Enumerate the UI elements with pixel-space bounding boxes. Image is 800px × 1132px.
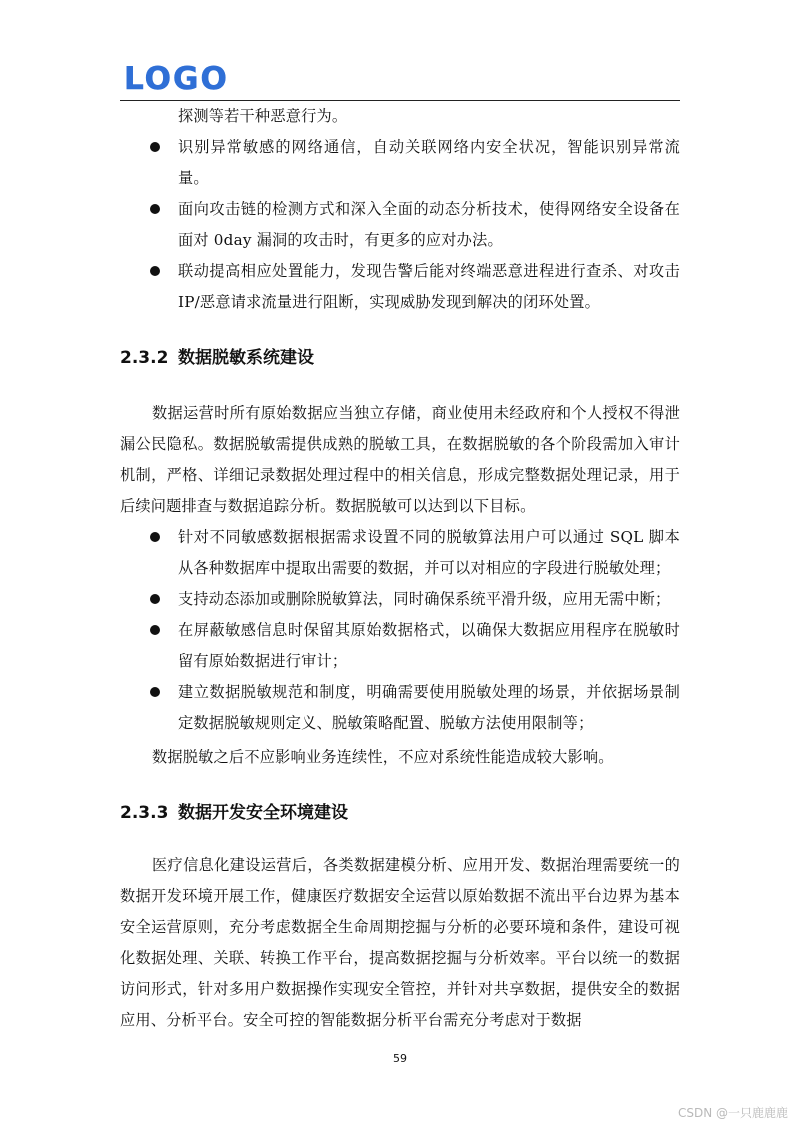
section-number: 2.3.2 (120, 348, 169, 368)
bullet-icon (150, 142, 160, 152)
section-heading-2-3-3 (120, 801, 348, 825)
list-item: 建立数据脱敏规范和制度，明确需要使用脱敏处理的场景，并依据场景制定数据脱敏规则定义、脱敏策略配置、脱敏方法使用限制等； (120, 677, 680, 739)
section-2-3-2-paragraph: 数据运营时所有原始数据应当独立存储，商业使用未经政府和个人授权不得泄漏公民隐私。数据脱敏需提供成熟的脱敏工具，在数据脱敏的各个阶段需加入审计机制，严格、详细记录数据处理过程中的相关信息，形成完整数据处理记录，用于后续问题排查与数据追踪分析。数据脱敏可以达到以下目标。 (120, 404, 680, 515)
list-item: 针对不同敏感数据根据需求设置不同的脱敏算法用户可以通过 SQL 脚本从各种数据库中提取出需要的数据，并可以对相应的字段进行脱敏处理； (120, 522, 680, 584)
section-number: 2.3.3 (120, 803, 169, 823)
section-2-3-3-paragraph: 医疗信息化建设运营后，各类数据建模分析、应用开发、数据治理需要统一的数据开发环境开展工作，健康医疗数据安全运营以原始数据不流出平台边界为基本安全运营原则，充分考虑数据全生命周期挖掘与分析的必要环境和条件，建设可视化数据处理、关联、转换工作平台，提高数据挖掘与分析效率。平台以统一的数据访问形式，针对多用户数据操作实现安全管控，并针对共享数据，提供安全的数据应用、分析平台。安全可控的智能数据分析平台需充分考虑对于数据 (120, 856, 680, 1029)
list-item: 识别异常敏感的网络通信，自动关联网络内安全状况，智能识别异常流量。 (120, 132, 680, 194)
bullet-icon (150, 266, 160, 276)
section-2-3-2-closing: 数据脱敏之后不应影响业务连续性，不应对系统性能造成较大影响。 (152, 748, 614, 766)
intro-bullet-list (120, 132, 680, 318)
list-item: 面向攻击链的检测方式和深入全面的动态分析技术，使得网络安全设备在面对 0day 漏洞的攻击时，有更多的应对办法。 (120, 194, 680, 256)
page-number: 59 (393, 1052, 407, 1065)
bullet-icon (150, 204, 160, 214)
bullet-icon (150, 687, 160, 697)
section-2-3-2-bullet-list (120, 522, 680, 739)
section-heading-2-3-2 (120, 346, 314, 370)
list-item: 联动提高相应处置能力，发现告警后能对终端恶意进程进行查杀、对攻击 IP/恶意请求流量进行阻断，实现威胁发现到解决的闭环处置。 (120, 256, 680, 318)
bullet-icon (150, 532, 160, 542)
list-item: 在屏蔽敏感信息时保留其原始数据格式，以确保大数据应用程序在脱敏时留有原始数据进行审计； (120, 615, 680, 677)
intro-continuation: 探测等若干种恶意行为。 (178, 107, 348, 125)
logo: LOGO (124, 61, 229, 97)
watermark: CSDN @一只鹿鹿鹿 (677, 1106, 788, 1120)
bullet-icon (150, 594, 160, 604)
section-title: 数据开发安全环境建设 (178, 803, 348, 823)
section-title: 数据脱敏系统建设 (178, 348, 314, 368)
bullet-icon (150, 625, 160, 635)
list-item: 支持动态添加或删除脱敏算法，同时确保系统平滑升级，应用无需中断； (120, 584, 680, 615)
